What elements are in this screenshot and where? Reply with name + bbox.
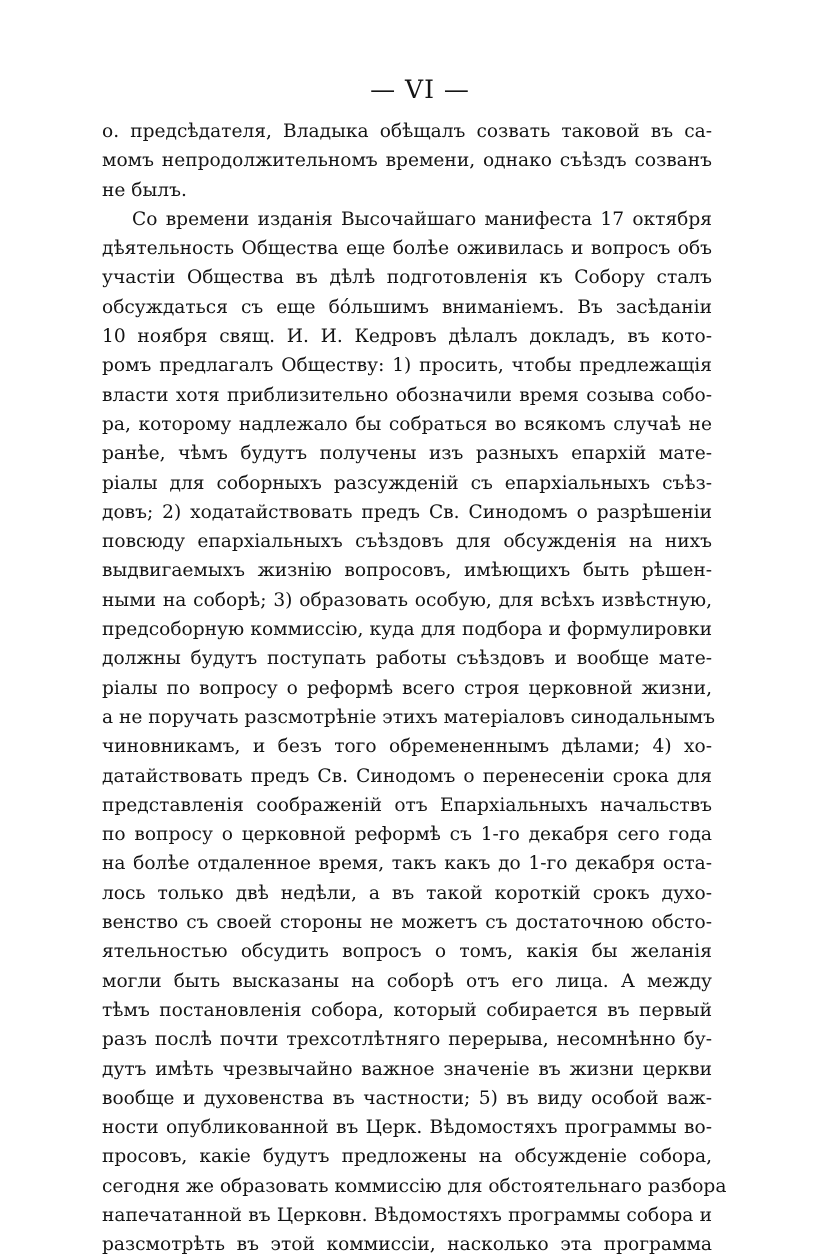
text-line: момъ непродолжительномъ времени, однако съѣздъ созванъ xyxy=(102,150,712,172)
text-line: ра, которому надлежало бы собраться во всякомъ случаѣ не xyxy=(102,413,712,435)
text-line: ріалы по вопросу о реформѣ всего строя церковной жизни, xyxy=(102,677,712,699)
text-line: могли быть высказаны на соборѣ отъ его лица. А между xyxy=(102,970,712,992)
text-line: о. предсѣдателя, Владыка обѣщалъ созвать таковой въ са- xyxy=(102,121,712,142)
text-line: обсуждаться съ еще бóльшимъ вниманіемъ. Въ засѣданіи xyxy=(102,296,712,318)
text-line: разъ послѣ почти трехсотлѣтняго перерыва, несомнѣнно бу- xyxy=(102,1029,712,1051)
page-number: — VI — xyxy=(370,75,470,104)
text-line: просовъ, какіе будутъ предложены на обсужденіе собора, xyxy=(102,1146,712,1168)
text-line: ранѣе, чѣмъ будутъ получены изъ разныхъ епархій мате- xyxy=(102,443,712,465)
text-line: власти хотя приблизительно обозначили время созыва собо- xyxy=(102,384,712,406)
text-line: довъ; 2) ходатайствовать предъ Св. Синодомъ о разрѣшеніи xyxy=(102,501,712,523)
text-line: 10 ноября свящ. И. И. Кедровъ дѣлалъ докладъ, въ кото- xyxy=(102,326,712,348)
text-body xyxy=(102,117,727,1260)
text-line: а не поручать разсмотрѣніе этихъ матеріаловъ синодальнымъ xyxy=(102,706,715,728)
text-line: ности опубликованной въ Церк. Вѣдомостяхъ программы во- xyxy=(102,1117,712,1139)
text-line: повсюду епархіальныхъ съѣздовъ для обсужденія на нихъ xyxy=(102,531,712,553)
text-line: дѣятельность Общества еще болѣе оживилась и вопросъ объ xyxy=(102,238,712,260)
text-line: предсоборную коммиссію, куда для подбора и формулировки xyxy=(102,619,712,641)
text-line: сегодня же образовать коммиссію для обстоятельнаго разбора xyxy=(102,1175,727,1197)
text-line: участіи Общества въ дѣлѣ подготовленія къ Собору сталъ xyxy=(102,267,712,289)
text-line: выдвигаемыхъ жизнію вопросовъ, имѣющихъ быть рѣшен- xyxy=(102,560,712,582)
text-line: ятельностью обсудить вопросъ о томъ, какія бы желанія xyxy=(102,941,712,963)
text-line: напечатанной въ Церковн. Вѣдомостяхъ программы собора и xyxy=(102,1204,712,1226)
text-line: разсмотрѣть въ этой коммиссіи, насколько эта программа xyxy=(102,1234,712,1256)
text-line: должны будутъ поступать работы съѣздовъ и вообще мате- xyxy=(102,648,712,670)
text-line: ными на соборѣ; 3) образовать особую, для всѣхъ извѣстную, xyxy=(102,589,712,611)
text-line: тѣмъ постановленія собора, который собирается въ первый xyxy=(102,999,712,1021)
text-line: дутъ имѣть чрезвычайно важное значеніе въ жизни церкви xyxy=(102,1058,712,1080)
text-line: венство съ своей стороны не можетъ съ достаточною обсто- xyxy=(102,912,712,934)
text-line: ромъ предлагалъ Обществу: 1) просить, чтобы предлежащія xyxy=(102,355,712,377)
text-line: представленія соображеній отъ Епархіальныхъ начальствъ xyxy=(102,794,712,816)
text-line: ріалы для соборныхъ разсужденій съ епархіальныхъ съѣз- xyxy=(102,472,712,494)
text-line: не былъ. xyxy=(102,179,187,201)
text-line: на болѣе отдаленное время, такъ какъ до 1-го декабря оста- xyxy=(102,853,712,875)
text-line: чиновникамъ, и безъ того обремененнымъ дѣлами; 4) хо- xyxy=(102,736,712,758)
text-line: вообще и духовенства въ частности; 5) въ виду особой важ- xyxy=(102,1087,712,1109)
paragraph-first-line: Со времени изданія Высочайшаго манифеста 17 октября xyxy=(132,208,712,230)
text-line: датайствовать предъ Св. Синодомъ о перенесеніи срока для xyxy=(102,765,712,787)
text-line: по вопросу о церковной реформѣ съ 1-го декабря сего года xyxy=(102,824,712,846)
text-line: лось только двѣ недѣли, а въ такой короткій срокъ духо- xyxy=(102,882,712,904)
